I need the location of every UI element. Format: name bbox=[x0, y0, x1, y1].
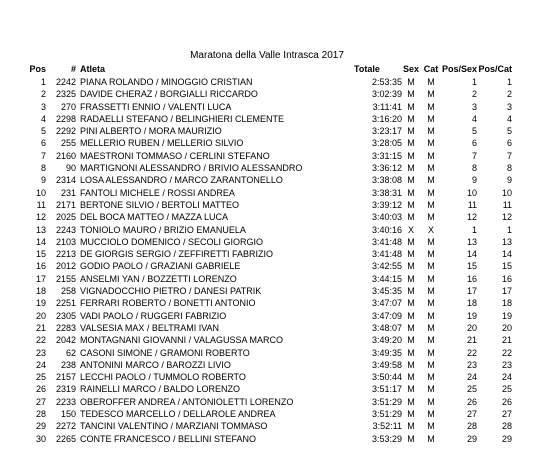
cell-pos-sex: 29 bbox=[467, 433, 478, 444]
cell-cat: M bbox=[427, 261, 435, 272]
table-row bbox=[22, 433, 512, 445]
cell-total: 3:51:17 bbox=[371, 384, 402, 395]
cell-athlete: MUCCIOLO DOMENICO / SECOLI GIORGIO bbox=[80, 236, 264, 247]
cell-cat: M bbox=[427, 335, 435, 346]
header-pos-sex: Pos/Sex bbox=[442, 64, 478, 75]
cell-number: 2251 bbox=[55, 298, 76, 309]
cell-number: 2314 bbox=[55, 175, 76, 186]
cell-number: 150 bbox=[60, 409, 76, 420]
table-row bbox=[22, 236, 512, 248]
cell-number: 2160 bbox=[55, 150, 76, 161]
cell-number: 270 bbox=[60, 101, 76, 112]
cell-total: 3:44:15 bbox=[371, 273, 402, 284]
cell-athlete: BERTONE SILVIO / BERTOLI MATTEO bbox=[80, 199, 240, 210]
cell-pos-cat: 5 bbox=[507, 126, 513, 137]
cell-pos-cat: 9 bbox=[507, 175, 513, 186]
cell-total: 3:31:15 bbox=[371, 150, 402, 161]
cell-athlete: FERRARI ROBERTO / BONETTI ANTONIO bbox=[80, 298, 256, 309]
cell-athlete: FRASSETTI ENNIO / VALENTI LUCA bbox=[80, 101, 232, 112]
cell-athlete: VIGNADOCCHIO PIETRO / DANESI PATRIK bbox=[80, 286, 262, 297]
cell-number: 2012 bbox=[55, 261, 76, 272]
cell-pos-cat: 1 bbox=[507, 77, 513, 87]
cell-sex: M bbox=[407, 384, 415, 395]
cell-athlete: OBEROFFER ANDREA / ANTONIOLETTI LORENZO bbox=[80, 396, 294, 407]
cell-athlete: LECCHI PAOLO / TUMMOLO ROBERTO bbox=[80, 372, 246, 383]
cell-pos: 18 bbox=[35, 286, 46, 297]
table-row bbox=[22, 113, 512, 125]
cell-pos-sex: 4 bbox=[472, 113, 478, 124]
cell-number: 2025 bbox=[55, 212, 76, 223]
cell-pos: 8 bbox=[40, 163, 46, 174]
cell-total: 3:47:07 bbox=[371, 298, 402, 309]
table-row bbox=[22, 150, 512, 162]
cell-athlete: RAINELLI MARCO / BALDO LORENZO bbox=[80, 384, 241, 395]
cell-sex: M bbox=[407, 236, 415, 247]
cell-total: 3:23:17 bbox=[371, 126, 402, 137]
cell-number: 2319 bbox=[55, 384, 76, 395]
table-row bbox=[22, 199, 512, 211]
cell-pos-cat: 12 bbox=[502, 212, 513, 223]
cell-pos: 20 bbox=[35, 310, 46, 321]
cell-total: 3:40:16 bbox=[371, 224, 402, 235]
cell-pos-sex: 5 bbox=[472, 126, 478, 137]
cell-cat: M bbox=[427, 298, 435, 309]
cell-total: 3:47:09 bbox=[371, 310, 402, 321]
cell-cat: M bbox=[427, 396, 435, 407]
cell-pos: 30 bbox=[35, 433, 46, 444]
cell-pos-cat: 20 bbox=[502, 322, 513, 333]
cell-cat: M bbox=[427, 249, 435, 260]
cell-athlete: FANTOLI MICHELE / ROSSI ANDREA bbox=[80, 187, 235, 198]
cell-sex: M bbox=[407, 273, 415, 284]
cell-pos: 6 bbox=[40, 138, 46, 149]
cell-sex: M bbox=[407, 322, 415, 333]
cell-sex: M bbox=[407, 359, 415, 370]
cell-pos-cat: 10 bbox=[502, 187, 513, 198]
cell-sex: M bbox=[407, 113, 415, 124]
cell-cat: M bbox=[427, 359, 435, 370]
cell-number: 2233 bbox=[55, 396, 76, 407]
cell-pos-sex: 7 bbox=[472, 150, 478, 161]
cell-number: 2103 bbox=[55, 236, 76, 247]
cell-athlete: MELLERIO RUBEN / MELLERIO SILVIO bbox=[80, 138, 244, 149]
cell-pos: 3 bbox=[40, 101, 46, 112]
table-row bbox=[22, 273, 512, 285]
cell-sex: M bbox=[407, 126, 415, 137]
cell-sex: M bbox=[407, 372, 415, 383]
cell-total: 3:36:12 bbox=[371, 163, 402, 174]
cell-total: 3:51:29 bbox=[371, 409, 402, 420]
cell-pos-sex: 23 bbox=[467, 359, 478, 370]
cell-number: 2283 bbox=[55, 322, 76, 333]
cell-pos-cat: 15 bbox=[502, 261, 513, 272]
cell-pos-sex: 20 bbox=[467, 322, 478, 333]
table-row bbox=[22, 224, 512, 236]
cell-total: 3:42:55 bbox=[371, 261, 402, 272]
table-row bbox=[22, 347, 512, 359]
table-row bbox=[22, 174, 512, 186]
cell-pos: 4 bbox=[40, 113, 46, 124]
cell-sex: M bbox=[407, 187, 415, 198]
cell-cat: M bbox=[427, 421, 435, 432]
cell-pos-sex: 14 bbox=[467, 249, 478, 260]
cell-number: 2171 bbox=[55, 199, 76, 210]
cell-cat: M bbox=[427, 433, 435, 444]
cell-cat: M bbox=[427, 101, 435, 112]
cell-number: 2155 bbox=[55, 273, 76, 284]
cell-pos: 11 bbox=[36, 199, 46, 210]
cell-athlete: TANCINI VALENTINO / MARZIANI TOMMASO bbox=[80, 421, 268, 432]
cell-number: 255 bbox=[60, 138, 76, 149]
cell-pos-cat: 11 bbox=[502, 199, 513, 210]
cell-total: 3:02:39 bbox=[371, 89, 402, 100]
cell-pos: 14 bbox=[35, 236, 46, 247]
cell-pos-cat: 4 bbox=[507, 113, 513, 124]
cell-cat: M bbox=[427, 322, 435, 333]
cell-pos: 21 bbox=[35, 322, 46, 333]
cell-cat: M bbox=[427, 273, 435, 284]
cell-total: 3:11:41 bbox=[372, 101, 402, 112]
cell-cat: M bbox=[427, 286, 435, 297]
cell-number: 2213 bbox=[55, 249, 76, 260]
cell-cat: M bbox=[427, 150, 435, 161]
cell-cat: M bbox=[427, 138, 435, 149]
cell-pos-sex: 26 bbox=[467, 396, 478, 407]
cell-cat: M bbox=[427, 89, 435, 100]
table-row bbox=[22, 248, 512, 260]
cell-cat: M bbox=[427, 163, 435, 174]
header-pos: Pos bbox=[29, 64, 46, 75]
cell-pos: 5 bbox=[40, 126, 46, 137]
cell-pos: 23 bbox=[35, 347, 46, 358]
cell-athlete: ANSELMI YAN / BOZZETTI LORENZO bbox=[80, 273, 237, 284]
cell-pos-sex: 8 bbox=[472, 163, 478, 174]
cell-pos-sex: 1 bbox=[472, 224, 478, 235]
cell-cat: M bbox=[427, 236, 435, 247]
cell-pos-sex: 10 bbox=[467, 187, 478, 198]
table-row bbox=[22, 396, 512, 408]
cell-sex: M bbox=[407, 310, 415, 321]
table-row bbox=[22, 187, 512, 199]
cell-pos-sex: 6 bbox=[472, 138, 478, 149]
cell-sex: M bbox=[407, 433, 415, 444]
cell-number: 231 bbox=[60, 187, 76, 198]
cell-total: 3:48:07 bbox=[371, 322, 402, 333]
cell-athlete: DAVIDE CHERAZ / BORGIALLI RICCARDO bbox=[80, 89, 258, 100]
cell-sex: M bbox=[407, 138, 415, 149]
cell-pos: 13 bbox=[35, 224, 46, 235]
cell-cat: M bbox=[427, 347, 435, 358]
cell-pos-sex: 24 bbox=[467, 372, 478, 383]
cell-total: 3:49:58 bbox=[371, 359, 402, 370]
cell-pos: 28 bbox=[35, 409, 46, 420]
cell-pos: 1 bbox=[40, 77, 46, 87]
cell-cat: M bbox=[427, 384, 435, 395]
cell-pos-cat: 17 bbox=[502, 286, 513, 297]
cell-cat: M bbox=[427, 199, 435, 210]
cell-pos-cat: 25 bbox=[502, 384, 513, 395]
table-row bbox=[22, 297, 512, 309]
cell-sex: M bbox=[407, 199, 415, 210]
cell-pos-sex: 27 bbox=[467, 409, 478, 420]
cell-number: 238 bbox=[60, 359, 76, 370]
cell-cat: M bbox=[427, 409, 435, 420]
cell-number: 90 bbox=[65, 163, 76, 174]
cell-total: 3:50:44 bbox=[371, 372, 402, 383]
cell-cat: M bbox=[427, 372, 435, 383]
cell-cat: M bbox=[427, 175, 435, 186]
cell-sex: M bbox=[407, 261, 415, 272]
results-table bbox=[22, 63, 512, 445]
table-row bbox=[22, 137, 512, 149]
cell-total: 2:53:35 bbox=[371, 77, 402, 87]
cell-pos-sex: 28 bbox=[467, 421, 478, 432]
cell-number: 2265 bbox=[55, 433, 76, 444]
cell-pos-cat: 7 bbox=[507, 150, 513, 161]
cell-sex: X bbox=[407, 224, 414, 235]
cell-number: 2325 bbox=[55, 89, 76, 100]
table-row bbox=[22, 162, 512, 174]
page-title: Maratona della Valle Intrasca 2017 bbox=[190, 50, 344, 61]
cell-pos-cat: 2 bbox=[507, 89, 513, 100]
table-row bbox=[22, 359, 512, 371]
table-row bbox=[22, 420, 512, 432]
cell-athlete: LOSA ALESSANDRO / MARCO ZARANTONELLO bbox=[80, 175, 283, 186]
cell-athlete: VADI PAOLO / RUGGERI FABRIZIO bbox=[80, 310, 227, 321]
cell-cat: X bbox=[427, 224, 434, 235]
cell-pos-cat: 28 bbox=[502, 421, 513, 432]
cell-pos: 15 bbox=[35, 249, 46, 260]
cell-pos-sex: 2 bbox=[472, 89, 478, 100]
header-sex: Sex bbox=[402, 64, 419, 75]
cell-athlete: VALSESIA MAX / BELTRAMI IVAN bbox=[80, 322, 220, 333]
cell-total: 3:45:35 bbox=[371, 286, 402, 297]
cell-sex: M bbox=[407, 175, 415, 186]
cell-number: 2157 bbox=[55, 372, 76, 383]
cell-sex: M bbox=[407, 89, 415, 100]
cell-pos-cat: 27 bbox=[502, 409, 513, 420]
cell-pos: 24 bbox=[35, 359, 46, 370]
cell-athlete: GODIO PAOLO / GRAZIANI GABRIELE bbox=[80, 261, 241, 272]
table-row bbox=[22, 88, 512, 100]
cell-pos: 10 bbox=[35, 187, 46, 198]
cell-pos: 17 bbox=[35, 273, 46, 284]
cell-sex: M bbox=[407, 421, 415, 432]
cell-pos-sex: 25 bbox=[467, 384, 478, 395]
cell-pos-sex: 21 bbox=[467, 335, 478, 346]
cell-sex: M bbox=[407, 249, 415, 260]
cell-athlete: MONTAGNANI GIOVANNI / VALAGUSSA MARCO bbox=[80, 335, 284, 346]
cell-athlete: TONIOLO MAURO / BRIZIO EMANUELA bbox=[80, 224, 246, 235]
cell-pos-sex: 9 bbox=[472, 175, 478, 186]
header-pos-cat: Pos/Cat bbox=[478, 64, 513, 75]
table-row bbox=[22, 371, 512, 383]
cell-pos-cat: 21 bbox=[502, 335, 513, 346]
header-cat: Cat bbox=[423, 64, 439, 75]
cell-pos-sex: 16 bbox=[467, 273, 478, 284]
cell-sex: M bbox=[407, 335, 415, 346]
cell-pos-cat: 23 bbox=[502, 359, 513, 370]
cell-sex: M bbox=[407, 163, 415, 174]
cell-pos-cat: 13 bbox=[502, 236, 513, 247]
cell-pos: 2 bbox=[40, 89, 46, 100]
cell-sex: M bbox=[407, 212, 415, 223]
cell-pos-sex: 19 bbox=[467, 310, 478, 321]
cell-pos-cat: 19 bbox=[502, 310, 513, 321]
cell-cat: M bbox=[427, 113, 435, 124]
cell-cat: M bbox=[427, 212, 435, 223]
cell-pos: 22 bbox=[35, 335, 46, 346]
cell-total: 3:52:11 bbox=[372, 421, 402, 432]
cell-athlete: MAESTRONI TOMMASO / CERLINI STEFANO bbox=[80, 150, 270, 161]
cell-pos-cat: 22 bbox=[502, 347, 513, 358]
table-row bbox=[22, 125, 512, 137]
cell-pos-sex: 1 bbox=[472, 77, 478, 87]
table-row bbox=[22, 322, 512, 334]
cell-pos-sex: 15 bbox=[467, 261, 478, 272]
cell-total: 3:41:48 bbox=[371, 236, 402, 247]
cell-number: 2243 bbox=[55, 224, 76, 235]
cell-number: 2292 bbox=[55, 126, 76, 137]
table-row bbox=[22, 310, 512, 322]
cell-sex: M bbox=[407, 286, 415, 297]
cell-sex: M bbox=[407, 77, 415, 87]
cell-pos-cat: 24 bbox=[502, 372, 513, 383]
cell-total: 3:16:20 bbox=[371, 113, 402, 124]
cell-total: 3:38:08 bbox=[371, 175, 402, 186]
cell-total: 3:49:20 bbox=[371, 335, 402, 346]
cell-pos-sex: 17 bbox=[467, 286, 478, 297]
table-row bbox=[22, 211, 512, 223]
cell-pos: 12 bbox=[35, 212, 46, 223]
cell-athlete: PINI ALBERTO / MORA MAURIZIO bbox=[80, 126, 222, 137]
cell-pos: 27 bbox=[35, 396, 46, 407]
table-row bbox=[22, 101, 512, 113]
cell-athlete: CASONI SIMONE / GRAMONI ROBERTO bbox=[80, 347, 250, 358]
cell-number: 2298 bbox=[55, 113, 76, 124]
cell-total: 3:49:35 bbox=[371, 347, 402, 358]
cell-pos-sex: 12 bbox=[467, 212, 478, 223]
cell-pos: 16 bbox=[35, 261, 46, 272]
cell-pos-sex: 18 bbox=[467, 298, 478, 309]
cell-pos-sex: 11 bbox=[467, 199, 478, 210]
cell-number: 2042 bbox=[55, 335, 76, 346]
cell-athlete: RADAELLI STEFANO / BELINGHIERI CLEMENTE bbox=[80, 113, 285, 124]
cell-sex: M bbox=[407, 101, 415, 112]
cell-pos-cat: 14 bbox=[502, 249, 513, 260]
header-athlete: Atleta bbox=[80, 64, 106, 75]
table-row bbox=[22, 76, 512, 88]
table-row bbox=[22, 408, 512, 420]
header-number: # bbox=[70, 64, 76, 75]
cell-pos: 29 bbox=[35, 421, 46, 432]
cell-cat: M bbox=[427, 310, 435, 321]
cell-pos-cat: 1 bbox=[507, 224, 513, 235]
cell-pos-cat: 18 bbox=[502, 298, 513, 309]
cell-pos: 9 bbox=[40, 175, 46, 186]
cell-number: 62 bbox=[65, 347, 76, 358]
cell-sex: M bbox=[407, 409, 415, 420]
cell-number: 2305 bbox=[55, 310, 76, 321]
cell-number: 2242 bbox=[55, 77, 76, 87]
cell-athlete: DE GIORGIS SERGIO / ZEFFIRETTI FABRIZIO bbox=[80, 249, 274, 260]
cell-pos-cat: 16 bbox=[502, 273, 513, 284]
cell-athlete: PIANA ROLANDO / MINOGGIO CRISTIAN bbox=[80, 77, 253, 87]
table-row bbox=[22, 285, 512, 297]
cell-pos: 25 bbox=[35, 372, 46, 383]
table-row bbox=[22, 260, 512, 272]
table-header-row bbox=[22, 63, 512, 76]
cell-total: 3:39:12 bbox=[371, 199, 402, 210]
cell-athlete: ANTONINI MARCO / BAROZZI LIVIO bbox=[80, 359, 231, 370]
cell-sex: M bbox=[407, 396, 415, 407]
results-body bbox=[22, 76, 512, 445]
cell-pos-cat: 3 bbox=[507, 101, 513, 112]
cell-athlete: MARTIGNONI ALESSANDRO / BRIVIO ALESSANDRO bbox=[80, 163, 303, 174]
cell-total: 3:53:29 bbox=[371, 433, 402, 444]
cell-total: 3:28:05 bbox=[371, 138, 402, 149]
table-row bbox=[22, 334, 512, 346]
cell-cat: M bbox=[427, 77, 435, 87]
cell-number: 258 bbox=[60, 286, 76, 297]
cell-pos-cat: 8 bbox=[507, 163, 513, 174]
cell-sex: M bbox=[407, 298, 415, 309]
cell-athlete: DEL BOCA MATTEO / MAZZA LUCA bbox=[80, 212, 229, 223]
table-row bbox=[22, 383, 512, 395]
cell-athlete: CONTE FRANCESCO / BELLINI STEFANO bbox=[80, 433, 257, 444]
cell-pos-cat: 29 bbox=[502, 433, 513, 444]
cell-pos-sex: 13 bbox=[467, 236, 478, 247]
cell-pos: 26 bbox=[35, 384, 46, 395]
cell-pos: 19 bbox=[35, 298, 46, 309]
header-total: Totale bbox=[354, 64, 380, 75]
cell-pos: 7 bbox=[40, 150, 46, 161]
cell-sex: M bbox=[407, 347, 415, 358]
cell-pos-cat: 26 bbox=[502, 396, 513, 407]
cell-pos-cat: 6 bbox=[507, 138, 513, 149]
cell-pos-sex: 22 bbox=[467, 347, 478, 358]
cell-sex: M bbox=[407, 150, 415, 161]
cell-athlete: TEDESCO MARCELLO / DELLAROLE ANDREA bbox=[80, 409, 276, 420]
cell-total: 3:51:29 bbox=[371, 396, 402, 407]
cell-cat: M bbox=[427, 126, 435, 137]
cell-total: 3:38:31 bbox=[371, 187, 402, 198]
cell-pos-sex: 3 bbox=[472, 101, 478, 112]
cell-total: 3:40:03 bbox=[371, 212, 402, 223]
cell-total: 3:41:48 bbox=[371, 249, 402, 260]
cell-cat: M bbox=[427, 187, 435, 198]
cell-number: 2272 bbox=[55, 421, 76, 432]
